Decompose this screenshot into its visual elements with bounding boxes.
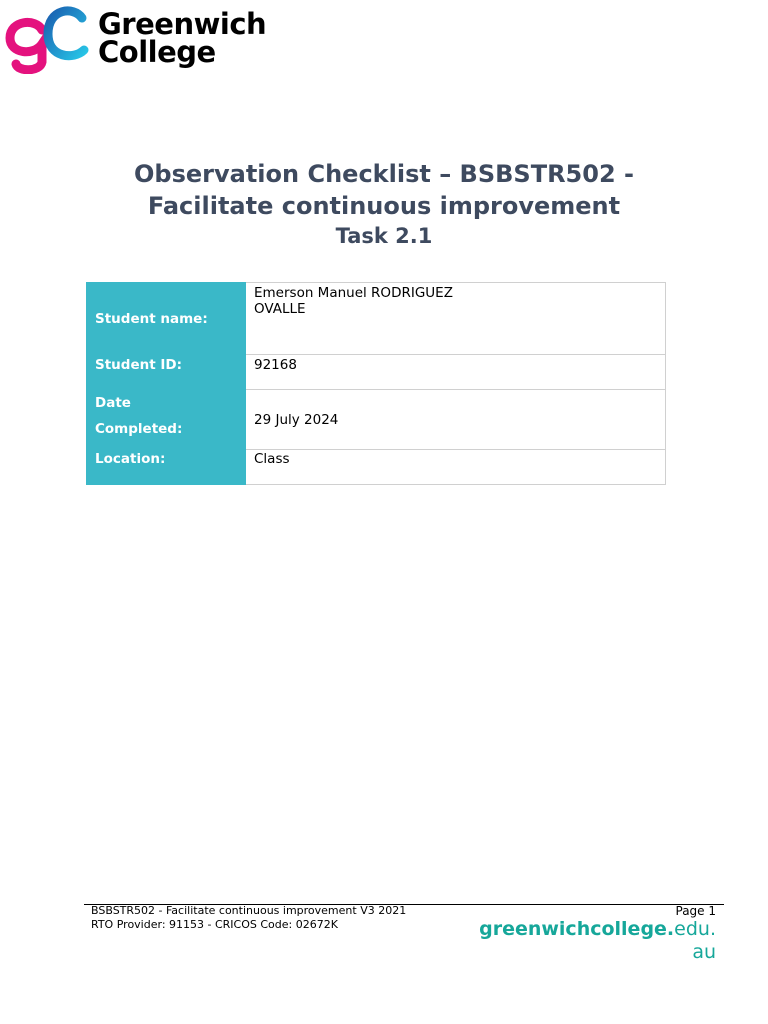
- page-number: Page 1: [675, 904, 716, 918]
- label-student-name: Student name:: [87, 283, 246, 355]
- table-row: [87, 450, 666, 485]
- footer-rto: RTO Provider: 91153 - CRICOS Code: 02672K: [91, 918, 338, 931]
- website-line-1: [416, 918, 716, 941]
- student-name-line-2: OVALLE: [254, 301, 306, 317]
- date-label-line-1: Date: [95, 395, 131, 411]
- label-student-id: Student ID:: [87, 355, 246, 390]
- website-edu: edu.: [674, 918, 716, 940]
- label-location: Location:: [87, 450, 246, 485]
- title-line-2: Facilitate continuous improvement: [147, 192, 621, 220]
- date-label-line-2: Completed:: [95, 421, 183, 437]
- logo-line-greenwich: Greenwich: [98, 7, 267, 41]
- student-info-table: [86, 282, 666, 485]
- logo-wordmark: [98, 7, 267, 69]
- website-bold: greenwichcollege.: [479, 918, 675, 940]
- gc-logo-icon: [4, 4, 94, 74]
- table-row: [87, 390, 666, 450]
- logo-line-college: College: [98, 35, 216, 69]
- value-student-id: 92168: [246, 355, 666, 390]
- table-row: [87, 355, 666, 390]
- table-row: [87, 283, 666, 355]
- value-date-completed: 29 July 2024: [246, 390, 666, 450]
- title-line-1: Observation Checklist – BSBSTR502 -: [134, 160, 634, 188]
- footer-website: [416, 918, 716, 964]
- student-name-line-1: Emerson Manuel RODRIGUEZ: [254, 285, 453, 301]
- document-title: [0, 158, 768, 250]
- value-student-name: [246, 283, 666, 355]
- footer-info: [91, 904, 406, 932]
- footer-unit: BSBSTR502 - Facilitate continuous improvement V3 2021: [91, 904, 407, 917]
- greenwich-college-logo: [4, 4, 274, 74]
- title-line-3: Task 2.1: [335, 224, 433, 248]
- value-location: Class: [246, 450, 666, 485]
- website-au: au: [692, 941, 716, 963]
- label-date-completed: [87, 390, 246, 450]
